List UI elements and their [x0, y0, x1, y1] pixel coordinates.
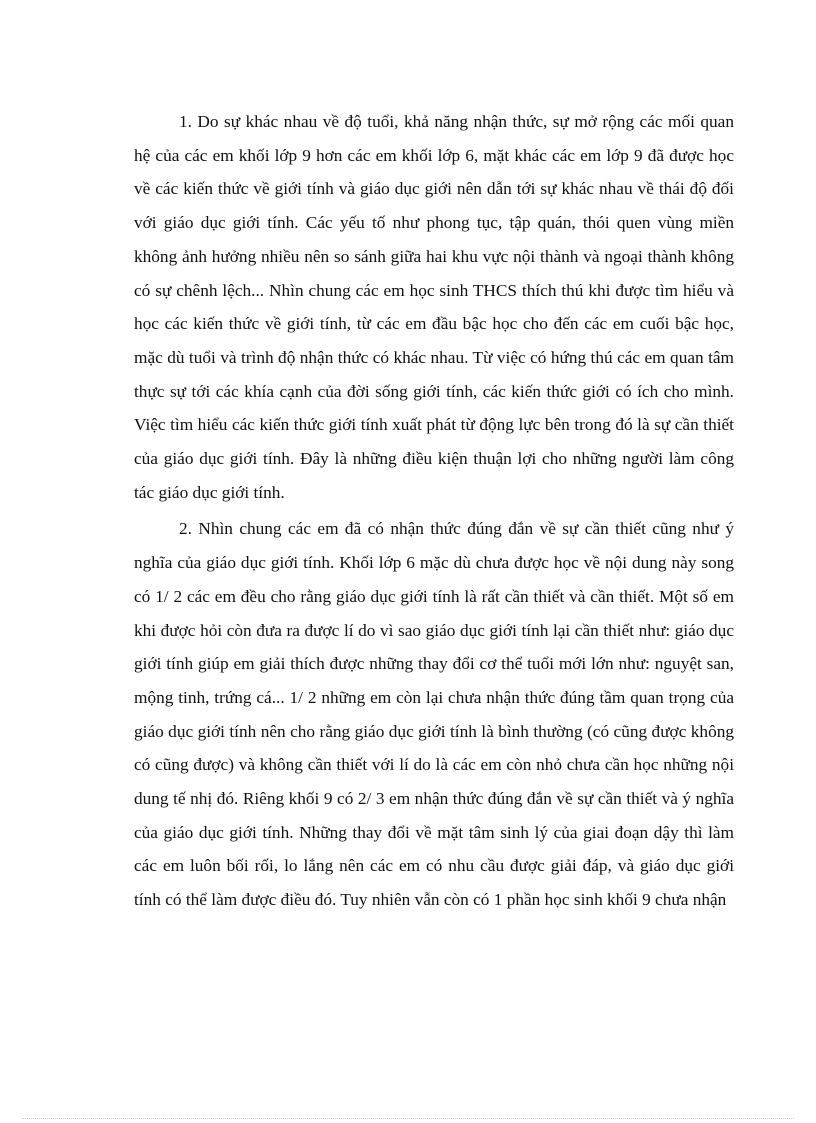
paragraph-1: 1. Do sự khác nhau về độ tuổi, khả năng nhận thức, sự mở rộng các mối quan hệ của các em khối lớp 9 hơn các em khối lớp 6, mặt khác các em lớp 9 đã được học về các kiến thức về giới tính và giáo dục giới nên dẫn tới sự khác nhau về thái độ đối với giáo dục giới tính. Các yếu tố như phong tục, tập quán, thói quen vùng miền không ảnh hưởng nhiều nên so sánh giữa hai khu vực nội thành và ngoại thành không có sự chênh lệch... Nhìn chung các em học sinh THCS thích thú khi được tìm hiểu và học các kiến thức về giới tính, từ các em đầu bậc học cho đến các em cuối bậc học, mặc dù tuổi và trình độ nhận thức có khác nhau. Từ việc có hứng thú các em quan tâm thực sự tới các khía cạnh của đời sống giới tính, các kiến thức giới có ích cho mình. Việc tìm hiểu các kiến thức giới tính xuất phát từ động lực bên trong đó là sự cần thiết của giáo dục giới tính. Đây là những điều kiện thuận lợi cho những người làm công tác giáo dục giới tính. — [134, 112, 734, 502]
document-body — [134, 105, 734, 917]
paragraph-2: 2. Nhìn chung các em đã có nhận thức đúng đắn về sự cần thiết cũng như ý nghĩa của giáo dục giới tính. Khối lớp 6 mặc dù chưa được học về nội dung này song có 1/ 2 các em đều cho rằng giáo dục giới tính là rất cần thiết và cần thiết. Một số em khi được hỏi còn đưa ra được lí do vì sao giáo dục giới tính lại cần thiết như: giáo dục giới tính giúp em giải thích được những thay đổi cơ thể tuổi mới lớn như: nguyệt san, mộng tinh, trứng cá... 1/ 2 những em còn lại chưa nhận thức đúng tầm quan trọng của giáo dục giới tính nên cho rằng giáo dục giới tính là bình thường (có cũng được không có cũng được) và không cần thiết với lí do là các em còn nhỏ chưa cần học những nội dung tế nhị đó. Riêng khối 9 có 2/ 3 em nhận thức đúng đắn về sự cần thiết và ý nghĩa của giáo dục giới tính. Những thay đổi về mặt tâm sinh lý của giai đoạn dậy thì làm các em luôn bối rối, lo lắng nên các em có nhu cầu được giải đáp, và giáo dục giới tính có thể làm được điều đó. Tuy nhiên vẫn còn có 1 phần học sinh khối 9 chưa nhận — [134, 519, 734, 910]
page-bottom-divider — [22, 1118, 794, 1119]
